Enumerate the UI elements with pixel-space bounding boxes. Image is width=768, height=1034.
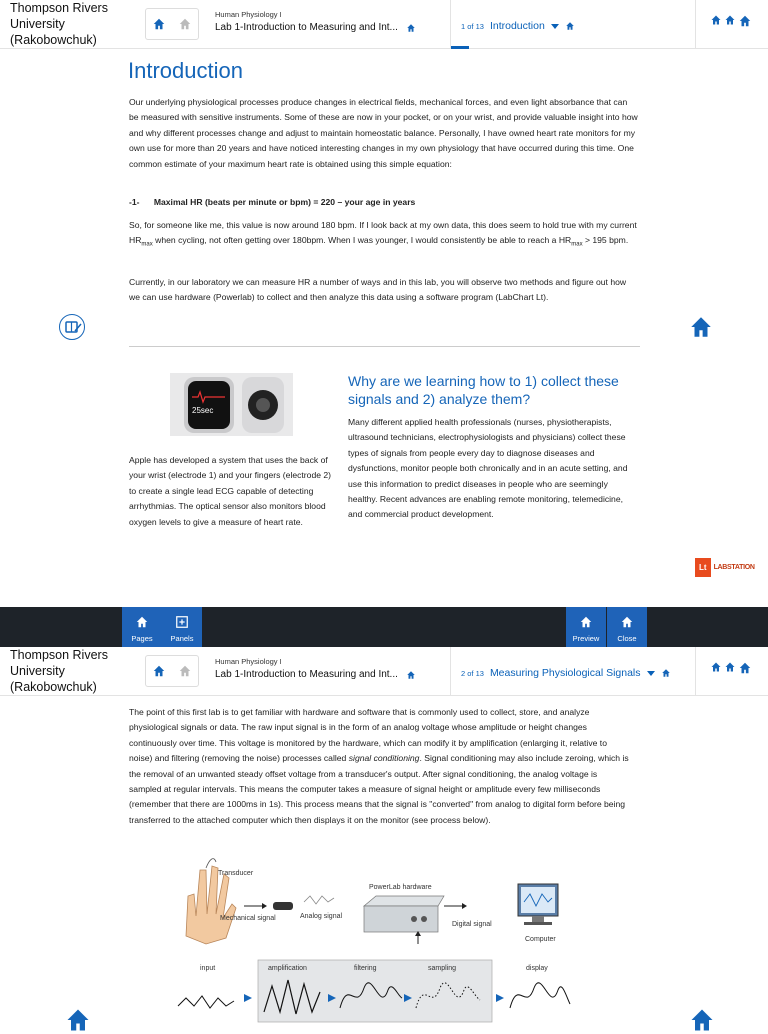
pages-label: Pages bbox=[131, 634, 153, 643]
lab-title[interactable]: Lab 1-Introduction to Measuring and Int... bbox=[215, 22, 398, 33]
page-title-dropdown[interactable]: Measuring Physiological Signals bbox=[489, 667, 641, 679]
university-name: Thompson Rivers University (Rakobowchuk) bbox=[10, 648, 108, 694]
intro-paragraph: Our underlying physiological processes produce changes in electrical fields, mechanical forces, and even light absorbance that can be measured with sensitive instruments. Some of these are now in your pocket, or on your wrist, and provide valuable insight into how and why different processes change and adjust to maintain homeostatic balance. Personally, I have owned heart rate monitors for my own use for more than 20 years and have noticed interesting changes in my own physiology that have occurred during this time. One common estimate of your maximum heart rate is obtained using this simple equation: bbox=[129, 97, 638, 169]
signal-text-1: The point of this first lab is to get familiar with hardware and software that is commonly used to collect, store, and analyze physiological signals or data. The raw input signal is in the form of an analog voltage whose amplitude or height changes continuously over time. This voltage is monitored by the hardware, which can modify it by amplification (enlarging it, relative to noise) and filtering (removing the noise) processes called bbox=[129, 707, 607, 764]
label-display: display bbox=[526, 965, 548, 972]
why-paragraph: Many different applied health professionals (nurses, physiotherapists, ultrasound technicians, electrophysiologists and physicians) collect these types of signals from people every day to diagnose diseases and dysfunctions, monitor people both chronically and in an acute setting, and use this information to predict diseases in people who are seemingly healthy. Recent advances are enabling remote monitoring, telemedicine, and commercial product development. bbox=[348, 417, 628, 520]
watch-screen-text: 25sec bbox=[192, 406, 214, 415]
bottom-toolbar bbox=[0, 607, 768, 647]
lab-home-icon[interactable] bbox=[406, 670, 416, 680]
home-trio-icon[interactable] bbox=[710, 14, 752, 28]
section-heading: Why are we learning how to 1) collect these signals and 2) analyze them? bbox=[348, 373, 619, 407]
notebook-icon[interactable] bbox=[59, 314, 85, 340]
watch-caption: Apple has developed a system that uses the back of your wrist (electrode 1) and your fingers (electrode 2) to create a single lead ECG capable of detecting arrhythmias. The optical sensor also monitors blood oxygen levels to give a measure of heart rate. bbox=[129, 455, 332, 527]
labstation-logo bbox=[695, 558, 755, 577]
page-title: Introduction bbox=[128, 58, 243, 83]
course-name[interactable]: Human Physiology I bbox=[215, 657, 282, 666]
hr-text-3: > 195 bpm. bbox=[582, 235, 629, 246]
label-powerlab: PowerLab hardware bbox=[369, 884, 432, 891]
signal-paragraph bbox=[129, 705, 629, 828]
home-icon[interactable] bbox=[152, 664, 166, 678]
label-digital-signal: Digital signal bbox=[452, 921, 492, 928]
home-nav-group bbox=[145, 8, 199, 40]
close-button[interactable] bbox=[607, 607, 647, 647]
close-icon bbox=[620, 615, 634, 629]
side-home-icon-partial[interactable] bbox=[64, 1006, 92, 1034]
close-label: Close bbox=[617, 634, 637, 643]
preview-button[interactable] bbox=[566, 607, 606, 647]
panels-icon bbox=[175, 615, 189, 629]
label-sampling: sampling bbox=[428, 965, 457, 972]
pages-button[interactable] bbox=[122, 607, 162, 647]
hr-text-1: So, for someone like me, this value is now around 180 bpm. If I look back at my own data, this does seem to hold true with my current HR bbox=[129, 220, 637, 246]
top-header-2 bbox=[0, 647, 768, 696]
transducer-sensor bbox=[273, 902, 293, 910]
divider bbox=[129, 346, 640, 347]
subscript-max: max bbox=[571, 242, 583, 249]
subscript-max: max bbox=[141, 242, 153, 249]
signal-process-diagram bbox=[176, 856, 596, 1024]
panels-label: Panels bbox=[170, 634, 194, 643]
equation-number: -1- bbox=[129, 197, 140, 207]
lab-home-icon[interactable] bbox=[406, 23, 416, 33]
home-trio-icon[interactable] bbox=[710, 661, 752, 675]
side-home-icon-partial-right[interactable] bbox=[688, 1006, 716, 1034]
page-title-dropdown[interactable]: Introduction bbox=[489, 20, 545, 32]
hr-paragraph bbox=[129, 218, 639, 254]
chevron-down-icon[interactable] bbox=[551, 24, 559, 29]
equation-text: Maximal HR (beats per minute or bpm) = 220 – your age in years bbox=[153, 197, 416, 207]
breadcrumb bbox=[215, 657, 416, 680]
preview-icon bbox=[579, 615, 593, 629]
page-home-icon[interactable] bbox=[565, 21, 575, 31]
page-number: 1 of 13 bbox=[461, 21, 484, 31]
lab-methods-paragraph: Currently, in our laboratory we can measure HR a number of ways and in this lab, you will observe two methods and figure out how we can use hardware (Powerlab) to collect and then analyze this data using a software program (LabChart Lt). bbox=[129, 277, 627, 303]
label-mechanical-signal: Mechanical signal bbox=[220, 915, 276, 922]
labstation-mark: Lt bbox=[695, 558, 711, 577]
apple-watch-image bbox=[170, 373, 293, 436]
signal-text-2: . Signal conditioning may also include zeroing, which is the removal of an unwanted steady offset voltage from a transducer's output. After signal conditioning, the analog voltage is sampled at regular intervals. This means the computer takes a measure of signal height or amplitude every few milliseconds (remember that there are 1000ms in 1s). This process means that the signal is "converted" from analog to digital form before being transferred to the attached computer which then displays it on the monitor (see process below). bbox=[129, 753, 629, 825]
label-amplification: amplification bbox=[268, 965, 307, 972]
home-nav-group bbox=[145, 655, 199, 687]
page-selector[interactable] bbox=[450, 0, 696, 48]
chevron-down-icon[interactable] bbox=[647, 671, 655, 676]
home-disabled-icon bbox=[178, 17, 192, 31]
side-home-icon[interactable] bbox=[688, 314, 714, 340]
university-name: Thompson Rivers University (Rakobowchuk) bbox=[10, 1, 108, 47]
course-name[interactable]: Human Physiology I bbox=[215, 10, 282, 19]
label-input: input bbox=[200, 965, 216, 972]
input-waveform bbox=[178, 996, 234, 1008]
panels-button[interactable] bbox=[162, 607, 202, 647]
equation bbox=[129, 195, 639, 210]
display-waveform bbox=[510, 983, 570, 1008]
label-analog-signal: Analog signal bbox=[300, 913, 343, 920]
lab-title[interactable]: Lab 1-Introduction to Measuring and Int... bbox=[215, 669, 398, 680]
breadcrumb bbox=[215, 10, 416, 33]
signal-conditioning-term: signal conditioning bbox=[348, 753, 420, 764]
home-icon[interactable] bbox=[152, 17, 166, 31]
label-filtering: filtering bbox=[354, 965, 377, 972]
preview-label: Preview bbox=[572, 634, 600, 643]
active-indicator bbox=[451, 46, 469, 49]
top-header bbox=[0, 0, 768, 49]
hr-text-2: when cycling, not often getting over 180bpm. When I was younger, I would consistently be able to reach a HR bbox=[152, 235, 572, 246]
page-selector[interactable] bbox=[450, 647, 696, 695]
pages-icon bbox=[135, 615, 149, 629]
home-disabled-icon bbox=[178, 664, 192, 678]
labstation-text: LABSTATION bbox=[713, 564, 755, 571]
label-computer: Computer bbox=[525, 936, 556, 943]
page-home-icon[interactable] bbox=[661, 668, 671, 678]
hand-illustration bbox=[186, 866, 236, 944]
page-number: 2 of 13 bbox=[461, 668, 484, 678]
label-transducer: Transducer bbox=[218, 870, 254, 877]
